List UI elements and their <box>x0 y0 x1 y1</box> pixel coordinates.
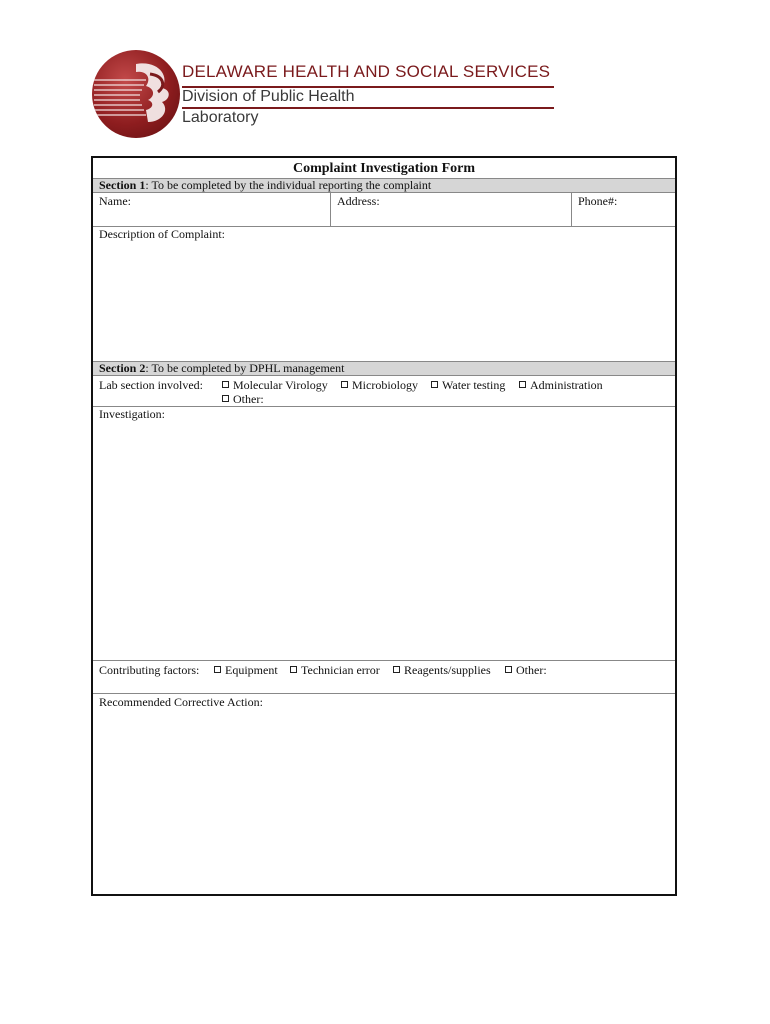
checkbox-icon <box>431 381 438 388</box>
checkbox-technician-error[interactable] <box>290 663 380 678</box>
section1-heading: Section 1 <box>99 178 146 192</box>
section1-bar <box>93 178 675 193</box>
checkbox-icon <box>222 395 229 402</box>
section1-subtitle: : To be completed by the individual reporting the complaint <box>145 178 432 192</box>
description-field[interactable]: Description of Complaint: <box>99 227 225 241</box>
laboratory-name: Laboratory <box>182 109 259 126</box>
option-label: Water testing <box>442 378 506 392</box>
checkbox-water-testing[interactable] <box>431 378 505 393</box>
option-label: Reagents/supplies <box>404 663 491 677</box>
option-label: Administration <box>530 378 603 392</box>
checkbox-administration[interactable] <box>519 378 603 393</box>
checkbox-microbiology[interactable] <box>341 378 418 393</box>
checkbox-molecular-virology[interactable] <box>222 378 328 393</box>
checkbox-icon <box>341 381 348 388</box>
section2-subtitle: : To be completed by DPHL management <box>145 361 345 375</box>
checkbox-icon <box>222 381 229 388</box>
address-field[interactable]: Address: <box>337 194 380 208</box>
checkbox-icon <box>290 666 297 673</box>
option-label: Technician error <box>301 663 380 677</box>
option-label: Other: <box>516 663 547 677</box>
letterhead <box>90 48 570 140</box>
checkbox-lab-other[interactable] <box>222 392 264 407</box>
section2-bar <box>93 361 675 376</box>
corrective-action-field[interactable]: Recommended Corrective Action: <box>99 695 263 709</box>
name-field[interactable]: Name: <box>99 194 131 208</box>
option-label: Molecular Virology <box>233 378 328 392</box>
option-label: Other: <box>233 392 264 406</box>
dhss-logo-icon <box>92 50 180 138</box>
option-label: Microbiology <box>352 378 418 392</box>
form-title: Complaint Investigation Form <box>293 161 475 176</box>
lab-section-label: Lab section involved: <box>99 378 203 392</box>
agency-name: DELAWARE HEALTH AND SOCIAL SERVICES <box>182 62 551 81</box>
checkbox-equipment[interactable] <box>214 663 278 678</box>
divider <box>93 693 675 694</box>
phone-field[interactable]: Phone#: <box>578 194 618 208</box>
checkbox-contributing-other[interactable] <box>505 663 547 678</box>
divider <box>93 660 675 661</box>
checkbox-icon <box>214 666 221 673</box>
complaint-form <box>91 156 677 896</box>
division-name: Division of Public Health <box>182 88 355 105</box>
divider <box>330 193 331 226</box>
option-label: Equipment <box>225 663 278 677</box>
contributing-factors-label: Contributing factors: <box>99 663 200 677</box>
section2-heading: Section 2 <box>99 361 146 375</box>
divider <box>93 406 675 407</box>
checkbox-icon <box>393 666 400 673</box>
checkbox-icon <box>505 666 512 673</box>
checkbox-reagents-supplies[interactable] <box>393 663 491 678</box>
divider <box>571 193 572 226</box>
checkbox-icon <box>519 381 526 388</box>
investigation-field[interactable]: Investigation: <box>99 407 165 421</box>
